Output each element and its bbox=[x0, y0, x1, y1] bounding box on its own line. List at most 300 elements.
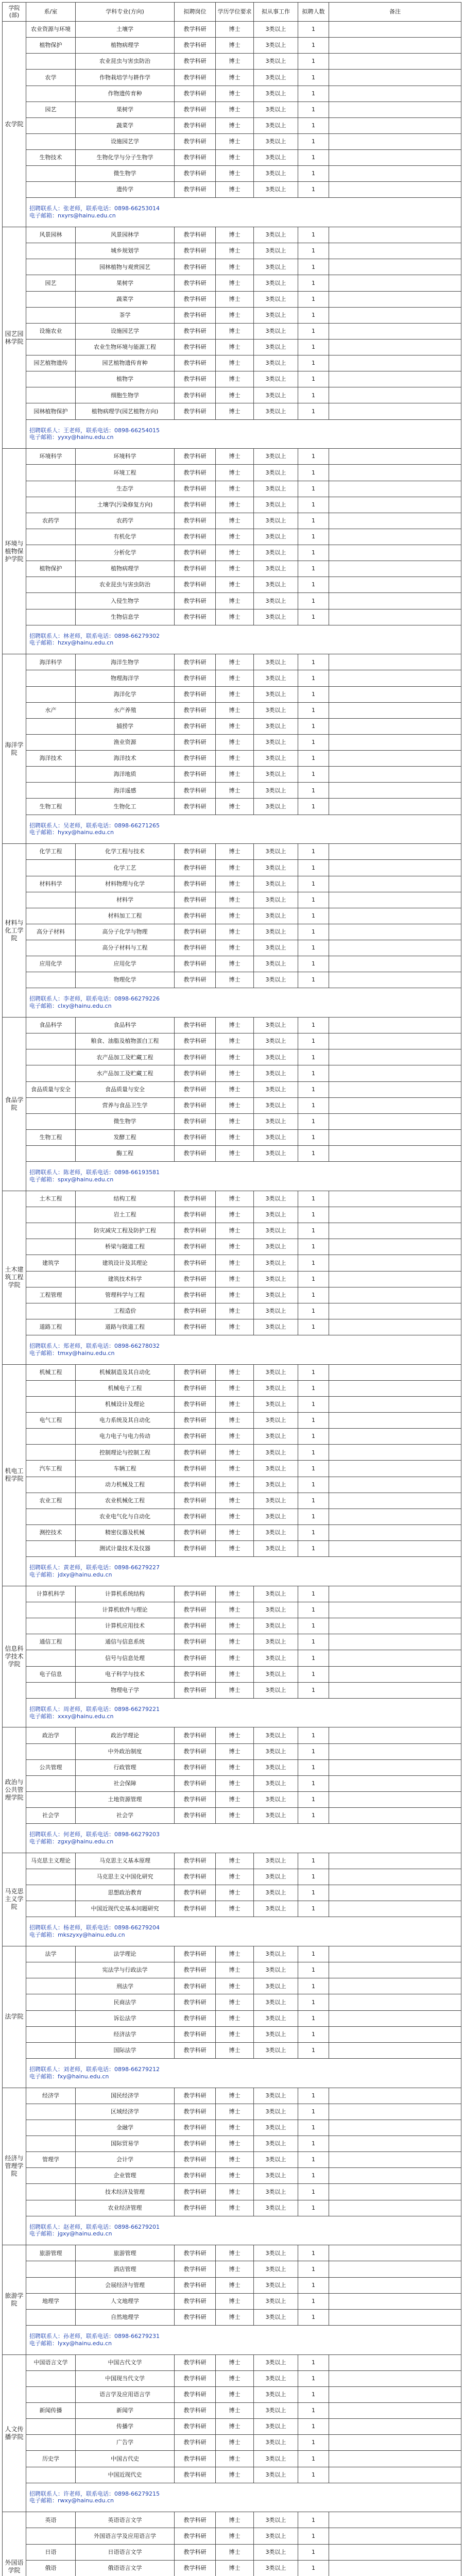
cell-post: 教学科研 bbox=[175, 892, 216, 908]
cell-remark bbox=[329, 654, 461, 670]
cell-dept bbox=[26, 1791, 76, 1807]
cell-duty: 3类以上 bbox=[254, 1413, 298, 1429]
cell-post: 教学科研 bbox=[175, 2088, 216, 2104]
cell-post: 教学科研 bbox=[175, 1775, 216, 1791]
cell-post: 教学科研 bbox=[175, 609, 216, 625]
cell-major: 刑法学 bbox=[76, 1978, 175, 1994]
cell-count: 1 bbox=[298, 1461, 329, 1477]
contact-email[interactable]: 电子邮箱：jdxy@hainu.edu.cn bbox=[29, 1571, 112, 1579]
contact-email[interactable]: 电子邮箱：xxxy@hainu.edu.cn bbox=[29, 1713, 114, 1720]
cell-duty: 3类以上 bbox=[254, 924, 298, 940]
cell-dept: 生物工程 bbox=[26, 799, 76, 815]
cell-duty: 3类以上 bbox=[254, 2309, 298, 2325]
cell-duty: 3类以上 bbox=[254, 1065, 298, 1081]
cell-duty: 3类以上 bbox=[254, 2544, 298, 2560]
cell-post: 教学科研 bbox=[175, 844, 216, 860]
cell-major: 中国近现代史 bbox=[76, 2467, 175, 2483]
cell-remark bbox=[329, 767, 461, 783]
cell-dept bbox=[26, 2010, 76, 2026]
contact-email[interactable]: 电子邮箱：nxyrs@hainu.edu.cn bbox=[29, 212, 116, 219]
cell-count: 1 bbox=[298, 2010, 329, 2026]
contact-row bbox=[3, 1698, 461, 1727]
cell-major: 电力电子与电力传动 bbox=[76, 1429, 175, 1445]
cell-major: 材料物理与化学 bbox=[76, 876, 175, 892]
cell-education: 博士 bbox=[216, 2451, 254, 2467]
cell-education: 博士 bbox=[216, 1791, 254, 1807]
cell-education: 博士 bbox=[216, 1885, 254, 1901]
cell-education: 博士 bbox=[216, 1946, 254, 1962]
cell-major: 化学工艺 bbox=[76, 860, 175, 876]
cell-post: 教学科研 bbox=[175, 1869, 216, 1885]
cell-education: 博士 bbox=[216, 182, 254, 198]
cell-education: 博士 bbox=[216, 718, 254, 734]
cell-count: 1 bbox=[298, 1994, 329, 2010]
cell-dept bbox=[26, 593, 76, 609]
cell-count: 1 bbox=[298, 2168, 329, 2184]
cell-remark bbox=[329, 783, 461, 799]
cell-count: 1 bbox=[298, 2354, 329, 2370]
cell-dept bbox=[26, 1049, 76, 1065]
table-row bbox=[3, 876, 461, 892]
cell-education: 博士 bbox=[216, 1759, 254, 1775]
cell-count: 1 bbox=[298, 1445, 329, 1461]
cell-major: 新闻学 bbox=[76, 2403, 175, 2419]
cell-remark bbox=[329, 2560, 461, 2576]
cell-education: 博士 bbox=[216, 1081, 254, 1097]
cell-post: 教学科研 bbox=[175, 1618, 216, 1634]
cell-post: 教学科研 bbox=[175, 275, 216, 291]
cell-duty: 3类以上 bbox=[254, 1303, 298, 1319]
cell-major: 宪法学与行政法学 bbox=[76, 1962, 175, 1978]
cell-remark bbox=[329, 481, 461, 497]
cell-remark bbox=[329, 38, 461, 54]
table-row bbox=[3, 513, 461, 529]
cell-dept bbox=[26, 2104, 76, 2120]
table-row bbox=[3, 54, 461, 70]
cell-dept bbox=[26, 2419, 76, 2435]
cell-count: 1 bbox=[298, 1033, 329, 1049]
cell-duty: 3类以上 bbox=[254, 513, 298, 529]
cell-major: 营养与食品卫生学 bbox=[76, 1097, 175, 1113]
contact-email[interactable]: 电子邮箱：hyxy@hainu.edu.cn bbox=[29, 829, 114, 836]
cell-count: 1 bbox=[298, 686, 329, 702]
cell-post: 教学科研 bbox=[175, 1743, 216, 1759]
contact-person: 招聘联系人：李老师，联系电话：0898-66279226 bbox=[29, 995, 160, 1003]
table-row bbox=[3, 1049, 461, 1065]
cell-dept bbox=[26, 243, 76, 259]
cell-remark bbox=[329, 718, 461, 734]
cell-duty: 3类以上 bbox=[254, 1271, 298, 1287]
cell-post: 教学科研 bbox=[175, 1586, 216, 1602]
cell-dept: 园艺 bbox=[26, 275, 76, 291]
cell-education: 博士 bbox=[216, 2293, 254, 2309]
contact-email[interactable]: 电子邮箱：yyxy@hainu.edu.cn bbox=[29, 434, 114, 441]
contact-email[interactable]: 电子邮箱：tmxy@hainu.edu.cn bbox=[29, 1349, 115, 1357]
cell-remark bbox=[329, 513, 461, 529]
table-row bbox=[3, 609, 461, 625]
cell-education: 博士 bbox=[216, 1994, 254, 2010]
college-name: 环境与植物保护学院 bbox=[3, 449, 26, 654]
cell-education: 博士 bbox=[216, 702, 254, 718]
contact-email[interactable]: 电子邮箱：fxy@hainu.edu.cn bbox=[29, 2073, 109, 2080]
cell-education: 博士 bbox=[216, 150, 254, 166]
contact-email[interactable]: 电子邮箱：hzxy@hainu.edu.cn bbox=[29, 639, 114, 647]
cell-major: 动力机械及工程 bbox=[76, 1477, 175, 1493]
header-count: 拟聘人数 bbox=[298, 3, 329, 22]
cell-count: 1 bbox=[298, 1666, 329, 1682]
cell-dept: 园艺 bbox=[26, 101, 76, 117]
cell-dept: 旅游管理 bbox=[26, 2245, 76, 2261]
table-row bbox=[3, 2403, 461, 2419]
cell-post: 教学科研 bbox=[175, 1097, 216, 1113]
cell-dept bbox=[26, 545, 76, 561]
cell-remark bbox=[329, 227, 461, 243]
cell-post: 教学科研 bbox=[175, 2277, 216, 2293]
contact-row bbox=[3, 2325, 461, 2354]
table-row bbox=[3, 2435, 461, 2451]
cell-dept: 管理学 bbox=[26, 2152, 76, 2168]
cell-education: 博士 bbox=[216, 513, 254, 529]
cell-dept: 社会学 bbox=[26, 1808, 76, 1824]
cell-post: 教学科研 bbox=[175, 654, 216, 670]
cell-dept: 高分子材料 bbox=[26, 924, 76, 940]
cell-duty: 3类以上 bbox=[254, 1207, 298, 1223]
cell-duty: 3类以上 bbox=[254, 307, 298, 323]
table-row bbox=[3, 339, 461, 355]
cell-dept bbox=[26, 1097, 76, 1113]
table-row bbox=[3, 291, 461, 307]
cell-post: 教学科研 bbox=[175, 686, 216, 702]
cell-post: 教学科研 bbox=[175, 86, 216, 101]
cell-dept bbox=[26, 387, 76, 403]
cell-dept: 测控技术 bbox=[26, 1524, 76, 1540]
cell-remark bbox=[329, 2261, 461, 2277]
cell-major: 高分子化学与物理 bbox=[76, 924, 175, 940]
cell-major: 细胞生物学 bbox=[76, 387, 175, 403]
cell-post: 教学科研 bbox=[175, 1946, 216, 1962]
contact-email[interactable]: 电子邮箱：clxy@hainu.edu.cn bbox=[29, 1003, 112, 1010]
cell-education: 博士 bbox=[216, 2026, 254, 2042]
cell-dept: 俄语 bbox=[26, 2560, 76, 2576]
cell-duty: 3类以上 bbox=[254, 1097, 298, 1113]
cell-remark bbox=[329, 1287, 461, 1303]
cell-duty: 3类以上 bbox=[254, 860, 298, 876]
table-row bbox=[3, 860, 461, 876]
cell-dept: 新闻传播 bbox=[26, 2403, 76, 2419]
cell-post: 教学科研 bbox=[175, 972, 216, 988]
cell-duty: 3类以上 bbox=[254, 702, 298, 718]
cell-remark bbox=[329, 1429, 461, 1445]
table-row bbox=[3, 940, 461, 956]
cell-post: 教学科研 bbox=[175, 1239, 216, 1255]
table-row bbox=[3, 1445, 461, 1461]
cell-dept bbox=[26, 1650, 76, 1666]
cell-post: 教学科研 bbox=[175, 860, 216, 876]
cell-remark bbox=[329, 1271, 461, 1287]
cell-duty: 3类以上 bbox=[254, 1682, 298, 1698]
college-name: 海洋学院 bbox=[3, 654, 26, 844]
cell-post: 教学科研 bbox=[175, 1808, 216, 1824]
cell-major: 道路与铁道工程 bbox=[76, 1319, 175, 1335]
cell-remark bbox=[329, 1239, 461, 1255]
cell-duty: 3类以上 bbox=[254, 54, 298, 70]
contact-email[interactable]: 电子邮箱：rwxy@hainu.edu.cn bbox=[29, 2497, 114, 2504]
cell-major: 酶工程 bbox=[76, 1146, 175, 1162]
cell-remark bbox=[329, 1081, 461, 1097]
cell-major: 食品科学 bbox=[76, 1018, 175, 1033]
cell-dept: 植物保护 bbox=[26, 38, 76, 54]
cell-remark bbox=[329, 1191, 461, 1207]
cell-remark bbox=[329, 1962, 461, 1978]
cell-duty: 3类以上 bbox=[254, 1493, 298, 1509]
cell-major: 海洋生物学 bbox=[76, 654, 175, 670]
cell-education: 博士 bbox=[216, 465, 254, 481]
cell-education: 博士 bbox=[216, 243, 254, 259]
cell-remark bbox=[329, 924, 461, 940]
cell-count: 1 bbox=[298, 1429, 329, 1445]
contact-email[interactable]: 电子邮箱：spxy@hainu.edu.cn bbox=[29, 1176, 114, 1183]
contact-info bbox=[26, 1698, 461, 1727]
cell-education: 博士 bbox=[216, 956, 254, 972]
cell-remark bbox=[329, 751, 461, 767]
table-row bbox=[3, 133, 461, 149]
table-row bbox=[3, 844, 461, 860]
table-row bbox=[3, 2560, 461, 2576]
cell-count: 1 bbox=[298, 2560, 329, 2576]
cell-post: 教学科研 bbox=[175, 1461, 216, 1477]
cell-dept: 建筑学 bbox=[26, 1255, 76, 1271]
cell-duty: 3类以上 bbox=[254, 355, 298, 371]
cell-duty: 3类以上 bbox=[254, 1146, 298, 1162]
cell-count: 1 bbox=[298, 465, 329, 481]
cell-remark bbox=[329, 1207, 461, 1223]
cell-major: 思想政治教育 bbox=[76, 1885, 175, 1901]
cell-count: 1 bbox=[298, 2435, 329, 2451]
cell-post: 教学科研 bbox=[175, 2120, 216, 2136]
cell-major: 建筑技术科学 bbox=[76, 1271, 175, 1287]
cell-duty: 3类以上 bbox=[254, 529, 298, 545]
cell-remark bbox=[329, 593, 461, 609]
cell-remark bbox=[329, 243, 461, 259]
contact-email[interactable]: 电子邮箱：lyxy@hainu.edu.cn bbox=[29, 2340, 112, 2347]
cell-education: 博士 bbox=[216, 751, 254, 767]
cell-remark bbox=[329, 1978, 461, 1994]
table-row bbox=[3, 2277, 461, 2293]
cell-duty: 3类以上 bbox=[254, 1650, 298, 1666]
contact-info bbox=[26, 2325, 461, 2354]
cell-duty: 3类以上 bbox=[254, 2088, 298, 2104]
table-row bbox=[3, 1065, 461, 1081]
table-row bbox=[3, 2512, 461, 2528]
cell-count: 1 bbox=[298, 2419, 329, 2435]
cell-dept bbox=[26, 2277, 76, 2293]
cell-post: 教学科研 bbox=[175, 54, 216, 70]
cell-duty: 3类以上 bbox=[254, 844, 298, 860]
college-name: 外国语学院 bbox=[3, 2512, 26, 2576]
cell-major: 高分子材料与工程 bbox=[76, 940, 175, 956]
cell-duty: 3类以上 bbox=[254, 2370, 298, 2386]
cell-remark bbox=[329, 2419, 461, 2435]
cell-major: 社会保障 bbox=[76, 1775, 175, 1791]
table-row bbox=[3, 1146, 461, 1162]
cell-post: 教学科研 bbox=[175, 1634, 216, 1650]
cell-education: 博士 bbox=[216, 1524, 254, 1540]
cell-remark bbox=[329, 972, 461, 988]
cell-post: 教学科研 bbox=[175, 355, 216, 371]
cell-count: 1 bbox=[298, 339, 329, 355]
cell-post: 教学科研 bbox=[175, 767, 216, 783]
cell-education: 博士 bbox=[216, 339, 254, 355]
cell-count: 1 bbox=[298, 2309, 329, 2325]
cell-education: 博士 bbox=[216, 2309, 254, 2325]
cell-remark bbox=[329, 1445, 461, 1461]
cell-dept bbox=[26, 339, 76, 355]
cell-education: 博士 bbox=[216, 860, 254, 876]
cell-major: 马克思主义基本原理 bbox=[76, 1853, 175, 1869]
table-row bbox=[3, 2386, 461, 2402]
cell-major: 蔬菜学 bbox=[76, 117, 175, 133]
table-row bbox=[3, 1666, 461, 1682]
cell-count: 1 bbox=[298, 2386, 329, 2402]
cell-post: 教学科研 bbox=[175, 1666, 216, 1682]
table-row bbox=[3, 1775, 461, 1791]
cell-duty: 3类以上 bbox=[254, 2451, 298, 2467]
table-row bbox=[3, 117, 461, 133]
cell-major: 海洋技术 bbox=[76, 751, 175, 767]
contact-email[interactable]: 电子邮箱：mkszyxy@hainu.edu.cn bbox=[29, 1931, 125, 1939]
table-row bbox=[3, 449, 461, 465]
cell-major: 设施园艺学 bbox=[76, 323, 175, 339]
cell-count: 1 bbox=[298, 860, 329, 876]
cell-dept bbox=[26, 1477, 76, 1493]
table-row bbox=[3, 2168, 461, 2184]
cell-remark bbox=[329, 2386, 461, 2402]
college-name: 农学院 bbox=[3, 22, 26, 227]
cell-remark bbox=[329, 670, 461, 686]
table-row bbox=[3, 2528, 461, 2544]
cell-post: 教学科研 bbox=[175, 1994, 216, 2010]
cell-major: 中国古代文学 bbox=[76, 2354, 175, 2370]
table-row bbox=[3, 1129, 461, 1145]
cell-post: 教学科研 bbox=[175, 2560, 216, 2576]
cell-duty: 3类以上 bbox=[254, 1287, 298, 1303]
cell-education: 博士 bbox=[216, 1018, 254, 1033]
cell-education: 博士 bbox=[216, 783, 254, 799]
cell-major: 建筑设计及其理论 bbox=[76, 1255, 175, 1271]
cell-post: 教学科研 bbox=[175, 1287, 216, 1303]
table-row bbox=[3, 686, 461, 702]
cell-major: 外国语言学及应用语言学 bbox=[76, 2528, 175, 2544]
cell-dept bbox=[26, 609, 76, 625]
cell-count: 1 bbox=[298, 1097, 329, 1113]
cell-education: 博士 bbox=[216, 166, 254, 182]
cell-education: 博士 bbox=[216, 940, 254, 956]
cell-education: 博士 bbox=[216, 767, 254, 783]
cell-education: 博士 bbox=[216, 2136, 254, 2152]
cell-remark bbox=[329, 1380, 461, 1396]
cell-count: 1 bbox=[298, 940, 329, 956]
cell-duty: 3类以上 bbox=[254, 2403, 298, 2419]
cell-dept bbox=[26, 1380, 76, 1396]
cell-dept: 英语 bbox=[26, 2512, 76, 2528]
cell-major: 园艺植物遗传育种 bbox=[76, 355, 175, 371]
cell-duty: 3类以上 bbox=[254, 101, 298, 117]
cell-duty: 3类以上 bbox=[254, 38, 298, 54]
table-row bbox=[3, 2120, 461, 2136]
contact-email[interactable]: 电子邮箱：zgxy@hainu.edu.cn bbox=[29, 1838, 114, 1845]
cell-dept bbox=[26, 2184, 76, 2200]
cell-education: 博士 bbox=[216, 1962, 254, 1978]
cell-post: 教学科研 bbox=[175, 1380, 216, 1396]
cell-education: 博士 bbox=[216, 734, 254, 750]
cell-major: 结构工程 bbox=[76, 1191, 175, 1207]
cell-dept: 应用化学 bbox=[26, 956, 76, 972]
cell-education: 博士 bbox=[216, 593, 254, 609]
cell-dept bbox=[26, 2467, 76, 2483]
cell-count: 1 bbox=[298, 1319, 329, 1335]
cell-post: 教学科研 bbox=[175, 1018, 216, 1033]
table-row bbox=[3, 371, 461, 387]
cell-count: 1 bbox=[298, 387, 329, 403]
cell-post: 教学科研 bbox=[175, 2245, 216, 2261]
cell-duty: 3类以上 bbox=[254, 86, 298, 101]
cell-remark bbox=[329, 86, 461, 101]
cell-dept bbox=[26, 307, 76, 323]
cell-education: 博士 bbox=[216, 670, 254, 686]
table-row bbox=[3, 1097, 461, 1113]
cell-count: 1 bbox=[298, 1509, 329, 1524]
cell-post: 教学科研 bbox=[175, 133, 216, 149]
cell-remark bbox=[329, 1869, 461, 1885]
table-row bbox=[3, 751, 461, 767]
cell-dept bbox=[26, 1429, 76, 1445]
cell-major: 材料加工工程 bbox=[76, 908, 175, 924]
cell-duty: 3类以上 bbox=[254, 117, 298, 133]
cell-post: 教学科研 bbox=[175, 1081, 216, 1097]
cell-post: 教学科研 bbox=[175, 1319, 216, 1335]
cell-duty: 3类以上 bbox=[254, 940, 298, 956]
cell-post: 教学科研 bbox=[175, 101, 216, 117]
cell-count: 1 bbox=[298, 1223, 329, 1239]
contact-email[interactable]: 电子邮箱：jgxy@hainu.edu.cn bbox=[29, 2230, 112, 2238]
cell-post: 教学科研 bbox=[175, 1650, 216, 1666]
cell-remark bbox=[329, 449, 461, 465]
cell-education: 博士 bbox=[216, 1901, 254, 1917]
cell-dept bbox=[26, 182, 76, 198]
cell-duty: 3类以上 bbox=[254, 2528, 298, 2544]
cell-education: 博士 bbox=[216, 481, 254, 497]
cell-count: 1 bbox=[298, 2120, 329, 2136]
cell-education: 博士 bbox=[216, 2370, 254, 2386]
cell-major: 土壤学 bbox=[76, 22, 175, 38]
cell-dept bbox=[26, 1113, 76, 1129]
cell-post: 教学科研 bbox=[175, 2467, 216, 2483]
cell-education: 博士 bbox=[216, 403, 254, 419]
cell-major: 海洋地质 bbox=[76, 767, 175, 783]
cell-dept: 材料科学 bbox=[26, 876, 76, 892]
cell-duty: 3类以上 bbox=[254, 972, 298, 988]
cell-post: 教学科研 bbox=[175, 1602, 216, 1618]
cell-count: 1 bbox=[298, 371, 329, 387]
cell-duty: 3类以上 bbox=[254, 1255, 298, 1271]
cell-dept: 农学 bbox=[26, 70, 76, 86]
cell-education: 博士 bbox=[216, 1869, 254, 1885]
cell-duty: 3类以上 bbox=[254, 323, 298, 339]
cell-count: 1 bbox=[298, 2261, 329, 2277]
cell-post: 教学科研 bbox=[175, 940, 216, 956]
cell-dept: 地理学 bbox=[26, 2293, 76, 2309]
cell-post: 教学科研 bbox=[175, 702, 216, 718]
